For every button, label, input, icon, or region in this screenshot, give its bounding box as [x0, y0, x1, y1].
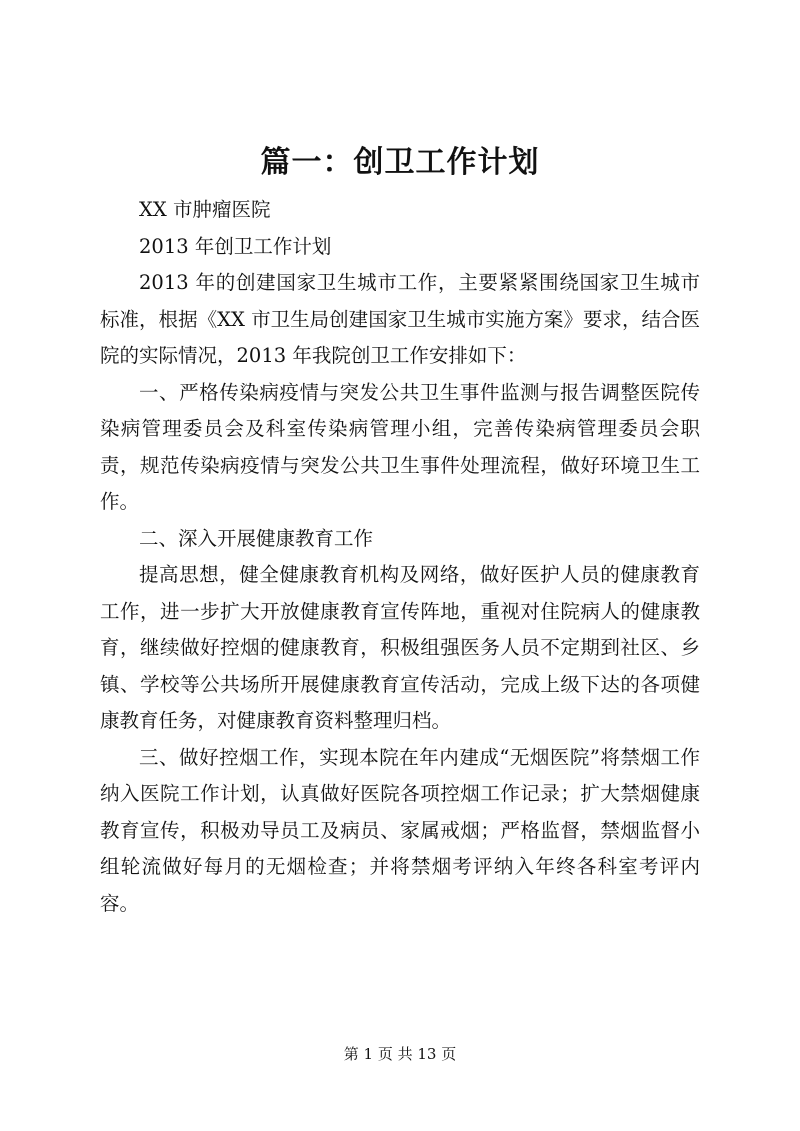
section-three-paragraph: 三、做好控烟工作，实现本院在年内建成“无烟医院”将禁烟工作纳入医院工作计划，认真做好医院各项控烟工作记录；扩大禁烟健康教育宣传，积极劝导员工及病员、家属戒烟；严格监督，禁烟监督小组轮流做好每月的无烟检查；并将禁烟考评纳入年终各科室考评内容。 [100, 745, 700, 915]
document-body [100, 192, 700, 922]
intro-paragraph: 2013 年的创建国家卫生城市工作，主要紧紧围绕国家卫生城市标准，根据《XX 市卫生局创建国家卫生城市实施方案》要求，结合医院的实际情况，2013 年我院创卫工作安排如下： [100, 271, 700, 367]
document-title: 篇一：创卫工作计划 [260, 145, 540, 180]
page-number-footer: 第 1 页 共 13 页 [343, 1045, 457, 1063]
hospital-name-line: XX 市肿瘤医院 [139, 198, 271, 221]
section-two-heading: 二、深入开展健康教育工作 [139, 526, 374, 550]
plan-subtitle-line: 2013 年创卫工作计划 [139, 234, 332, 258]
section-one-paragraph: 一、严格传染病疫情与突发公共卫生事件监测与报告调整医院传染病管理委员会及科室传染病管理小组，完善传染病管理委员会职责，规范传染病疫情与突发公共卫生事件处理流程，做好环境卫生工作。 [100, 380, 700, 513]
section-two-paragraph: 提高思想，健全健康教育机构及网络，做好医护人员的健康教育工作，进一步扩大开放健康教育宣传阵地，重视对住院病人的健康教育，继续做好控烟的健康教育，积极组强医务人员不定期到社区、乡镇、学校等公共场所开展健康教育宣传活动，完成上级下达的各项健康教育任务，对健康教育资料整理归档。 [100, 563, 700, 732]
